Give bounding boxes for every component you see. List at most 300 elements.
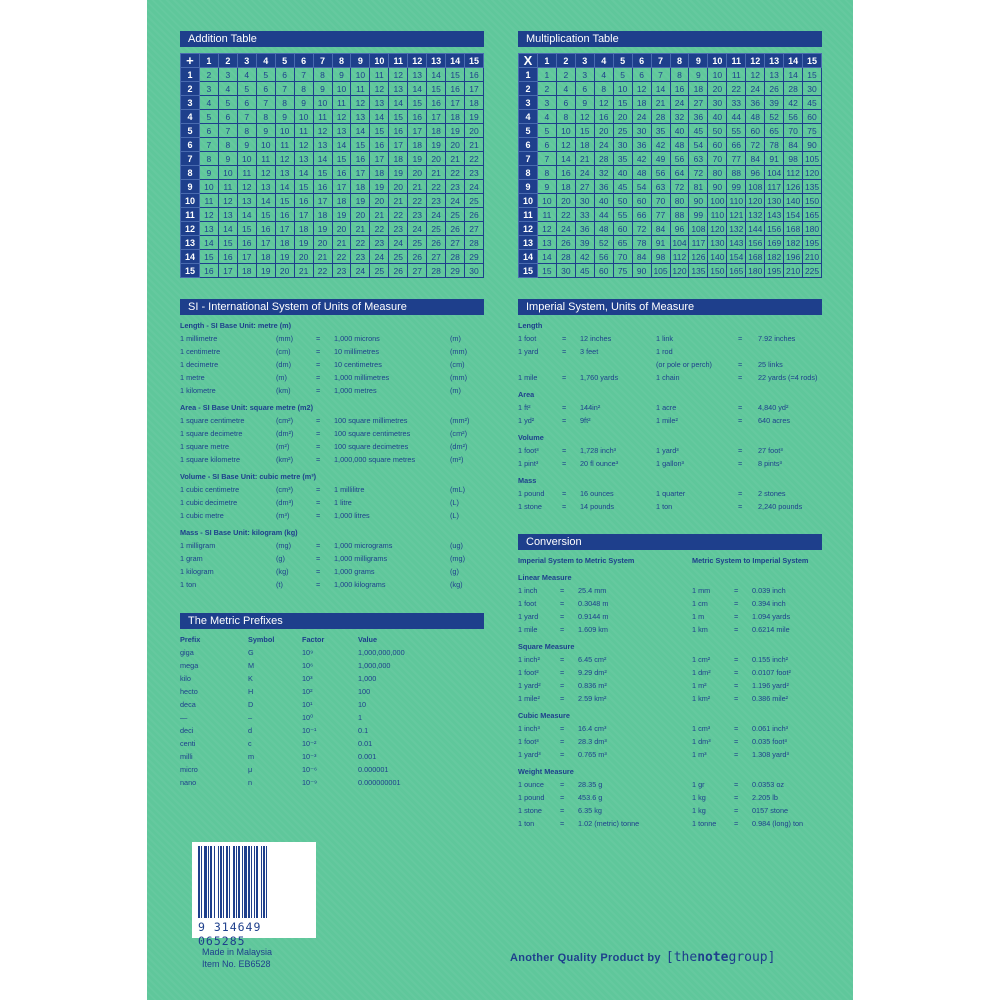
cell: 10⁻⁶ bbox=[302, 765, 317, 774]
cell: 10⁶ bbox=[302, 661, 314, 670]
grid-cell: 30 bbox=[556, 264, 575, 278]
barcode-bar bbox=[266, 846, 267, 918]
cell: = bbox=[560, 625, 565, 634]
cell: = bbox=[738, 459, 743, 468]
grid-cell: 18 bbox=[446, 110, 465, 124]
grid-cell: 36 bbox=[575, 222, 594, 236]
row-header: 6 bbox=[519, 138, 538, 152]
cell: c bbox=[248, 739, 252, 748]
grid-cell: 9 bbox=[275, 110, 294, 124]
grid-cell: 60 bbox=[632, 194, 651, 208]
grid-cell: 26 bbox=[446, 222, 465, 236]
cell: 27 foot³ bbox=[758, 446, 783, 455]
grid-row bbox=[519, 152, 822, 166]
cell: 1 chain bbox=[656, 373, 680, 382]
grid-cell: 52 bbox=[765, 110, 784, 124]
grid-cell: 15 bbox=[294, 180, 313, 194]
cell: 1,000 milligrams bbox=[334, 554, 388, 563]
cell: = bbox=[734, 655, 739, 664]
grid-cell: 130 bbox=[708, 236, 727, 250]
cell: = bbox=[316, 498, 321, 507]
grid-cell: 22 bbox=[446, 166, 465, 180]
grid-cell: 22 bbox=[389, 208, 408, 222]
grid-cell: 45 bbox=[613, 180, 632, 194]
grid-cell: 36 bbox=[632, 138, 651, 152]
grid-cell: 16 bbox=[313, 180, 332, 194]
cell: = bbox=[316, 360, 321, 369]
addition-symbol: + bbox=[181, 54, 200, 68]
grid-cell: 15 bbox=[199, 250, 218, 264]
grid-cell: 96 bbox=[670, 222, 689, 236]
row-header: 8 bbox=[181, 166, 200, 180]
cell: = bbox=[734, 724, 739, 733]
grid-cell: 12 bbox=[575, 110, 594, 124]
cell: = bbox=[562, 459, 567, 468]
grid-cell: 16 bbox=[199, 264, 218, 278]
cell: 0157 stone bbox=[752, 806, 789, 815]
cell: (cm²) bbox=[276, 416, 294, 425]
cell: 1 m² bbox=[692, 681, 707, 690]
grid-cell: 24 bbox=[594, 138, 613, 152]
grid-cell: 22 bbox=[313, 264, 332, 278]
grid-cell: 12 bbox=[294, 138, 313, 152]
cell: nano bbox=[180, 778, 197, 787]
cell: = bbox=[560, 668, 565, 677]
grid-cell: 99 bbox=[727, 180, 746, 194]
grid-cell: 22 bbox=[427, 180, 446, 194]
grid-row bbox=[519, 68, 822, 82]
grid-cell: 18 bbox=[256, 250, 275, 264]
unit-row bbox=[180, 509, 484, 522]
grid-cell: 17 bbox=[256, 236, 275, 250]
grid-cell: 6 bbox=[556, 96, 575, 110]
metric-prefixes bbox=[180, 633, 484, 789]
grid-cell: 56 bbox=[670, 152, 689, 166]
unit-row bbox=[518, 487, 822, 500]
cell: 1 litre bbox=[334, 498, 352, 507]
grid-cell: 35 bbox=[651, 124, 670, 138]
grid-cell: 7 bbox=[537, 152, 556, 166]
unit-row bbox=[180, 453, 484, 466]
cell: 1 yard bbox=[518, 347, 539, 356]
grid-cell: 15 bbox=[332, 152, 351, 166]
grid-cell: 33 bbox=[575, 208, 594, 222]
cell: K bbox=[248, 674, 253, 683]
grid-cell: 23 bbox=[427, 194, 446, 208]
grid-cell: 14 bbox=[389, 96, 408, 110]
cell: (mm) bbox=[450, 347, 468, 356]
cell: 1,760 yards bbox=[580, 373, 619, 382]
grid-row bbox=[519, 138, 822, 152]
grid-row bbox=[181, 124, 484, 138]
grid-cell: 121 bbox=[727, 208, 746, 222]
grid-cell: 195 bbox=[803, 236, 822, 250]
grid-cell: 12 bbox=[237, 180, 256, 194]
grid-cell: 24 bbox=[408, 222, 427, 236]
barcode-bar bbox=[210, 846, 212, 918]
cell: (L) bbox=[450, 511, 459, 520]
cell: M bbox=[248, 661, 255, 670]
cell: 1 metre bbox=[180, 373, 205, 382]
grid-cell: 77 bbox=[651, 208, 670, 222]
cell: (g) bbox=[276, 554, 285, 563]
grid-cell: 16 bbox=[389, 124, 408, 138]
cell: 1 yd² bbox=[518, 416, 535, 425]
spacer bbox=[180, 591, 484, 595]
metric-prefixes-title: The Metric Prefixes bbox=[180, 613, 484, 629]
column-heading: Symbol bbox=[248, 635, 275, 644]
grid-cell: 9 bbox=[575, 96, 594, 110]
grid-cell: 16 bbox=[332, 166, 351, 180]
grid-cell: 21 bbox=[351, 222, 370, 236]
grid-cell: 15 bbox=[237, 222, 256, 236]
cell: 1,000,000 bbox=[358, 661, 391, 670]
cell bbox=[562, 358, 580, 371]
grid-cell: 9 bbox=[199, 166, 218, 180]
grid-cell: 19 bbox=[313, 222, 332, 236]
conversion-row bbox=[518, 735, 822, 748]
cell: (kg) bbox=[450, 580, 463, 589]
cell: G bbox=[248, 648, 254, 657]
cell: = bbox=[560, 737, 565, 746]
grid-row bbox=[519, 82, 822, 96]
cell: 1 kilometre bbox=[180, 386, 216, 395]
unit-row bbox=[518, 401, 822, 414]
column-header: 1 bbox=[199, 54, 218, 68]
grid-cell: 5 bbox=[537, 124, 556, 138]
grid-cell: 8 bbox=[594, 82, 613, 96]
cell: = bbox=[316, 554, 321, 563]
grid-cell: 110 bbox=[727, 194, 746, 208]
grid-cell: 25 bbox=[427, 222, 446, 236]
grid-cell: 104 bbox=[765, 166, 784, 180]
unit-row bbox=[518, 345, 822, 358]
grid-cell: 72 bbox=[632, 222, 651, 236]
grid-cell: 48 bbox=[632, 166, 651, 180]
grid-cell: 11 bbox=[237, 166, 256, 180]
conversion-row bbox=[518, 679, 822, 692]
cell bbox=[738, 345, 758, 358]
grid-cell: 22 bbox=[332, 250, 351, 264]
cell: (m) bbox=[450, 386, 461, 395]
conversion-row bbox=[518, 778, 822, 791]
barcode-bar bbox=[208, 846, 209, 918]
cell: 1 millimetre bbox=[180, 334, 218, 343]
grid-cell: 24 bbox=[556, 222, 575, 236]
column-header: 3 bbox=[237, 54, 256, 68]
grid-cell: 19 bbox=[294, 236, 313, 250]
group-heading: Volume - SI Base Unit: cubic metre (m³) bbox=[180, 472, 317, 481]
grid-cell: 8 bbox=[670, 68, 689, 82]
grid-cell: 13 bbox=[332, 124, 351, 138]
grid-cell: 12 bbox=[632, 82, 651, 96]
cell: 0.9144 m bbox=[578, 612, 609, 621]
cell: — bbox=[180, 713, 188, 722]
cell: 1 mile² bbox=[656, 416, 678, 425]
cell: = bbox=[562, 373, 567, 382]
row-header: 12 bbox=[519, 222, 538, 236]
column-heading: Value bbox=[358, 635, 378, 644]
grid-cell: 28 bbox=[465, 236, 484, 250]
grid-cell: 28 bbox=[427, 264, 446, 278]
row-header: 2 bbox=[181, 82, 200, 96]
cell: 2,240 pounds bbox=[758, 502, 803, 511]
grid-cell: 14 bbox=[313, 152, 332, 166]
cell: 1 acre bbox=[656, 403, 677, 412]
grid-cell: 10 bbox=[613, 82, 632, 96]
row-header: 11 bbox=[519, 208, 538, 222]
spacer bbox=[518, 513, 822, 517]
cell: 1,000 metres bbox=[334, 386, 377, 395]
grid-cell: 18 bbox=[351, 180, 370, 194]
column-header: 9 bbox=[689, 54, 708, 68]
grid-cell: 28 bbox=[784, 82, 803, 96]
grid-cell: 24 bbox=[746, 82, 765, 96]
cell: 1,000,000,000 bbox=[358, 648, 405, 657]
grid-cell: 18 bbox=[632, 96, 651, 110]
grid-cell: 10 bbox=[332, 82, 351, 96]
grid-cell: 14 bbox=[537, 250, 556, 264]
barcode-bar bbox=[198, 846, 200, 918]
grid-cell: 20 bbox=[389, 180, 408, 194]
cell: 2 stones bbox=[758, 489, 786, 498]
cell: 1 milligram bbox=[180, 541, 216, 550]
cell: = bbox=[562, 489, 567, 498]
column-header: 12 bbox=[408, 54, 427, 68]
cell: 1,000 micrograms bbox=[334, 541, 393, 550]
grid-cell: 20 bbox=[613, 110, 632, 124]
grid-cell: 120 bbox=[746, 194, 765, 208]
grid-cell: 65 bbox=[765, 124, 784, 138]
cell: = bbox=[560, 694, 565, 703]
grid-cell: 8 bbox=[537, 166, 556, 180]
grid-cell: 75 bbox=[803, 124, 822, 138]
row-header: 14 bbox=[519, 250, 538, 264]
grid-cell: 39 bbox=[575, 236, 594, 250]
unit-row bbox=[180, 578, 484, 591]
grid-cell: 91 bbox=[765, 152, 784, 166]
grid-row bbox=[519, 166, 822, 180]
grid-cell: 225 bbox=[803, 264, 822, 278]
grid-cell: 10 bbox=[708, 68, 727, 82]
grid-cell: 17 bbox=[313, 194, 332, 208]
grid-cell: 18 bbox=[313, 208, 332, 222]
grid-cell: 20 bbox=[594, 124, 613, 138]
cell: 1.196 yard² bbox=[752, 681, 789, 690]
grid-cell: 11 bbox=[275, 138, 294, 152]
group-heading: Length bbox=[518, 321, 543, 330]
cell bbox=[580, 358, 656, 371]
cell: = bbox=[560, 599, 565, 608]
barcode-bar bbox=[236, 846, 237, 918]
column-header: 7 bbox=[313, 54, 332, 68]
grid-cell: 30 bbox=[708, 96, 727, 110]
cell: 25.4 mm bbox=[578, 586, 607, 595]
grid-cell: 16 bbox=[446, 82, 465, 96]
tagline-text: Another Quality Product by bbox=[510, 952, 661, 964]
row-header: 9 bbox=[519, 180, 538, 194]
column-header: 1 bbox=[537, 54, 556, 68]
cell: (cm²) bbox=[450, 429, 468, 438]
grid-cell: 143 bbox=[765, 208, 784, 222]
cell: = bbox=[562, 502, 567, 511]
grid-cell: 10 bbox=[199, 180, 218, 194]
unit-row bbox=[180, 539, 484, 552]
cell: 10⁹ bbox=[302, 648, 314, 657]
grid-cell: 18 bbox=[389, 152, 408, 166]
grid-cell: 44 bbox=[594, 208, 613, 222]
conversion-row bbox=[518, 666, 822, 679]
grid-cell: 168 bbox=[746, 250, 765, 264]
unit-row bbox=[180, 440, 484, 453]
cell: 1 mile bbox=[518, 373, 538, 382]
grid-cell: 6 bbox=[632, 68, 651, 82]
cell: 1 cubic decimetre bbox=[180, 498, 238, 507]
grid-cell: 28 bbox=[651, 110, 670, 124]
cell: 1 centimetre bbox=[180, 347, 221, 356]
group-heading: Mass - SI Base Unit: kilogram (kg) bbox=[180, 528, 298, 537]
grid-row bbox=[181, 152, 484, 166]
grid-cell: 81 bbox=[689, 180, 708, 194]
grid-cell: 16 bbox=[275, 208, 294, 222]
cell: = bbox=[562, 446, 567, 455]
cell: 1 m³ bbox=[692, 750, 707, 759]
grid-row bbox=[519, 194, 822, 208]
grid-cell: 24 bbox=[670, 96, 689, 110]
grid-cell: 17 bbox=[237, 250, 256, 264]
grid-cell: 13 bbox=[275, 166, 294, 180]
column-header: 10 bbox=[370, 54, 389, 68]
cell: = bbox=[316, 334, 321, 343]
grid-row bbox=[519, 180, 822, 194]
column-header: 14 bbox=[446, 54, 465, 68]
grid-cell: 19 bbox=[256, 264, 275, 278]
grid-cell: 3 bbox=[199, 82, 218, 96]
cell: centi bbox=[180, 739, 196, 748]
grid-cell: 12 bbox=[256, 166, 275, 180]
cell: 1,000 litres bbox=[334, 511, 370, 520]
grid-row bbox=[181, 264, 484, 278]
group-heading: Area - SI Base Unit: square metre (m2) bbox=[180, 403, 314, 412]
cell: = bbox=[316, 485, 321, 494]
grid-cell: 6 bbox=[237, 96, 256, 110]
barcode-bar bbox=[220, 846, 222, 918]
cell: 10⁻³ bbox=[302, 752, 317, 761]
grid-cell: 20 bbox=[427, 152, 446, 166]
unit-row bbox=[180, 483, 484, 496]
cell: 0.061 inch³ bbox=[752, 724, 789, 733]
grid-cell: 4 bbox=[556, 82, 575, 96]
grid-cell: 12 bbox=[389, 68, 408, 82]
grid-cell: 20 bbox=[556, 194, 575, 208]
grid-row bbox=[181, 250, 484, 264]
barcode-bar bbox=[251, 846, 252, 918]
grid-cell: 12 bbox=[746, 68, 765, 82]
cell: (dm²) bbox=[450, 442, 468, 451]
group-heading: Weight Measure bbox=[518, 767, 574, 776]
cell: H bbox=[248, 687, 254, 696]
cell: n bbox=[248, 778, 253, 787]
cell: 1 decimetre bbox=[180, 360, 219, 369]
column-header: 4 bbox=[594, 54, 613, 68]
unit-row bbox=[518, 332, 822, 345]
grid-cell: 80 bbox=[708, 166, 727, 180]
cell: 1 square metre bbox=[180, 442, 230, 451]
grid-cell: 16 bbox=[218, 250, 237, 264]
grid-cell: 20 bbox=[446, 138, 465, 152]
group-heading: Square Measure bbox=[518, 642, 575, 651]
grid-cell: 12 bbox=[199, 208, 218, 222]
conversion-row bbox=[518, 791, 822, 804]
cell: micro bbox=[180, 765, 198, 774]
cell: 1 m bbox=[692, 612, 705, 621]
grid-cell: 21 bbox=[465, 138, 484, 152]
cell: 2.59 km² bbox=[578, 694, 607, 703]
conversion-column-headings bbox=[518, 554, 822, 567]
cell: 1 foot² bbox=[518, 668, 539, 677]
grid-cell: 50 bbox=[708, 124, 727, 138]
grid-cell: 12 bbox=[370, 82, 389, 96]
cell: 0.000000001 bbox=[358, 778, 401, 787]
grid-cell: 11 bbox=[332, 96, 351, 110]
grid-cell: 19 bbox=[370, 180, 389, 194]
cell: 1 yard bbox=[518, 612, 539, 621]
cell: giga bbox=[180, 648, 194, 657]
cell: 453.6 g bbox=[578, 793, 603, 802]
conversion-units bbox=[518, 554, 822, 834]
grid-cell: 15 bbox=[218, 236, 237, 250]
cell: = bbox=[316, 429, 321, 438]
grid-cell: 96 bbox=[746, 166, 765, 180]
row-header: 2 bbox=[519, 82, 538, 96]
cell: 1 dm³ bbox=[692, 737, 711, 746]
grid-cell: 18 bbox=[275, 236, 294, 250]
cell: 4,840 yd² bbox=[758, 403, 789, 412]
grid-cell: 144 bbox=[746, 222, 765, 236]
grid-cell: 9 bbox=[256, 124, 275, 138]
brand-bracket-open: [ bbox=[665, 950, 674, 965]
grid-cell: 24 bbox=[370, 250, 389, 264]
grid-cell: 54 bbox=[632, 180, 651, 194]
grid-cell: 20 bbox=[313, 236, 332, 250]
row-header: 9 bbox=[181, 180, 200, 194]
cell: 10⁻² bbox=[302, 739, 317, 748]
grid-cell: 5 bbox=[237, 82, 256, 96]
grid-cell: 5 bbox=[256, 68, 275, 82]
column-header: 15 bbox=[465, 54, 484, 68]
grid-cell: 3 bbox=[575, 68, 594, 82]
cell: 1,000 microns bbox=[334, 334, 380, 343]
row-header: 8 bbox=[519, 166, 538, 180]
cell: 9ft² bbox=[580, 416, 591, 425]
barcode-bar bbox=[254, 846, 255, 918]
grid-cell: 135 bbox=[689, 264, 708, 278]
grid-cell: 112 bbox=[670, 250, 689, 264]
grid-cell: 18 bbox=[556, 180, 575, 194]
cell: = bbox=[316, 541, 321, 550]
cell: (mm) bbox=[450, 373, 468, 382]
grid-cell: 50 bbox=[613, 194, 632, 208]
cell: 0.039 inch bbox=[752, 586, 786, 595]
grid-cell: 11 bbox=[218, 180, 237, 194]
cell: 1,000 millimetres bbox=[334, 373, 390, 382]
grid-cell: 64 bbox=[670, 166, 689, 180]
grid-cell: 11 bbox=[370, 68, 389, 82]
brand-bracket-close: ] bbox=[767, 950, 776, 965]
cell: = bbox=[738, 334, 743, 343]
cell: 6.45 cm² bbox=[578, 655, 607, 664]
grid-cell: 84 bbox=[632, 250, 651, 264]
